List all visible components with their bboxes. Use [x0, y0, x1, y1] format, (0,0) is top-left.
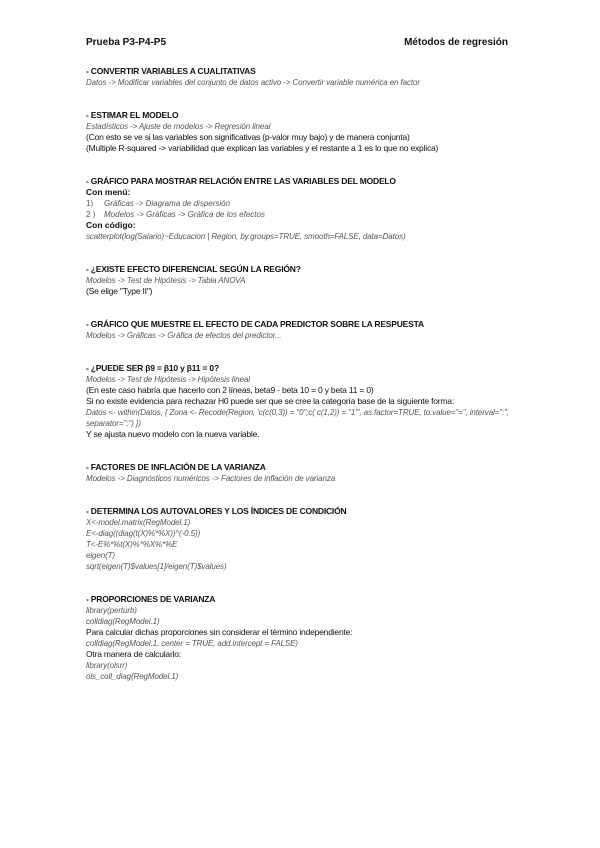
section-relationship-graph — [86, 176, 526, 242]
code-line: colldiag(RegModel.1) — [86, 617, 160, 626]
section-title: - ¿EXISTE EFECTO DIFERENCIAL SEGÚN LA REGIÓN? — [86, 264, 301, 274]
menu-path: Modelos -> Gráficas -> Gráfica de efectos del predictor... — [86, 331, 282, 340]
note: (Se elige "Type II") — [86, 286, 153, 296]
note: Para calcular dichas proporciones sin considerar el término independiente: — [86, 627, 353, 637]
section-title: - CONVERTIR VARIABLES A CUALITATIVAS — [86, 66, 256, 76]
section-title: - GRÁFICO QUE MUESTRE EL EFECTO DE CADA PREDICTOR SOBRE LA RESPUESTA — [86, 319, 424, 329]
section-eigenvalues — [86, 506, 526, 572]
note: Otra manera de calcularlo: — [86, 649, 181, 659]
menu-path: Estadísticos -> Ajuste de modelos -> Regresión lineal — [86, 122, 271, 131]
code-line: library(perturb) — [86, 606, 137, 615]
list-item — [86, 209, 526, 220]
section-predictor-effect — [86, 319, 526, 341]
menu-path: Modelos -> Test de Hipótesis -> Tabla ANOVA — [86, 276, 246, 285]
code-line: Datos <- within(Datos, { Zona <- Recode(Region, 'c(c(0,3)) = "0";c( c(1,2)) = "1"', as.factor=TRUE, to.value="=", interval=":", — [86, 408, 510, 417]
section-vif — [86, 462, 526, 484]
header-left: Prueba P3-P4-P5 — [86, 37, 167, 48]
list-text: Gráficas -> Diagrama de dispersión — [104, 199, 231, 208]
section-title: - ESTIMAR EL MODELO — [86, 110, 179, 120]
note: (Multiple R-squared -> variabilidad que explican las variables y el restante a 1 es lo que no explica) — [86, 143, 439, 153]
menu-path: Modelos -> Test de Hipótesis -> Hipótesis lineal — [86, 375, 250, 384]
header-right: Métodos de regresión — [404, 37, 508, 48]
section-variance-proportions — [86, 594, 526, 682]
section-convert-variables — [86, 66, 526, 88]
section-title: - FACTORES DE INFLACIÓN DE LA VARIANZA — [86, 462, 266, 472]
code-line: X<-model.matrix(RegModel.1) — [86, 518, 191, 527]
code-line: scatterplot(log(Salario)~Educacion | Region, by.groups=TRUE, smooth=FALSE, data=Datos) — [86, 232, 406, 241]
list-number: 2 ) — [86, 210, 96, 219]
subheading-menu: Con menú: — [86, 187, 131, 197]
section-differential-effect — [86, 264, 526, 297]
document-body — [86, 66, 526, 682]
code-line: T<-E%*%t(X)%*%X%*%E — [86, 540, 178, 549]
section-title: - GRÁFICO PARA MOSTRAR RELACIÓN ENTRE LAS VARIABLES DEL MODELO — [86, 176, 396, 186]
section-estimate-model — [86, 110, 526, 154]
subheading-code: Con código: — [86, 220, 136, 230]
code-line: ols_coll_diag(RegModel.1) — [86, 672, 179, 681]
code-line: eigen(T) — [86, 551, 115, 560]
code-line: colldiag(RegModel.1, center = TRUE, add.intercept = FALSE) — [86, 639, 298, 648]
code-line: separator=";") }) — [86, 419, 141, 428]
note: (En este caso habría que hacerlo con 2 líneas, beta9 - beta 10 = 0 y beta 11 = 0) — [86, 385, 374, 395]
code-line: sqrt(eigen(T)$values[1]/eigen(T)$values) — [86, 562, 227, 571]
menu-path: Modelos -> Diagnósticos numéricos -> Factores de inflación de varianza — [86, 474, 336, 483]
list-number: 1) — [86, 199, 94, 208]
section-title: - ¿PUEDE SER β9 = β10 y β11 = 0? — [86, 363, 219, 373]
code-line: library(olsrr) — [86, 661, 128, 670]
list-text: Modelos -> Gráficas -> Gráfica de los efectos — [104, 210, 265, 219]
section-title: - PROPORCIONES DE VARIANZA — [86, 594, 216, 604]
note: (Con esto se ve si las variables son significativas (p-valor muy bajo) y de manera conjunta) — [86, 132, 410, 142]
list-item — [86, 198, 526, 209]
section-hypothesis-beta — [86, 363, 526, 440]
menu-path: Datos -> Modificar variables del conjunto de datos activo -> Convertir variable numérica en factor — [86, 78, 420, 87]
code-line: E<-diag((diag(t(X)%*%X))^(-0.5)) — [86, 529, 201, 538]
section-title: - DETERMINA LOS AUTOVALORES Y LOS ÍNDICES DE CONDICIÓN — [86, 506, 347, 516]
note: Si no existe evidencia para rechazar H0 puede ser que se cree la categoría base de la siguiente forma: — [86, 396, 454, 406]
note: Y se ajusta nuevo modelo con la nueva variable. — [86, 429, 260, 439]
